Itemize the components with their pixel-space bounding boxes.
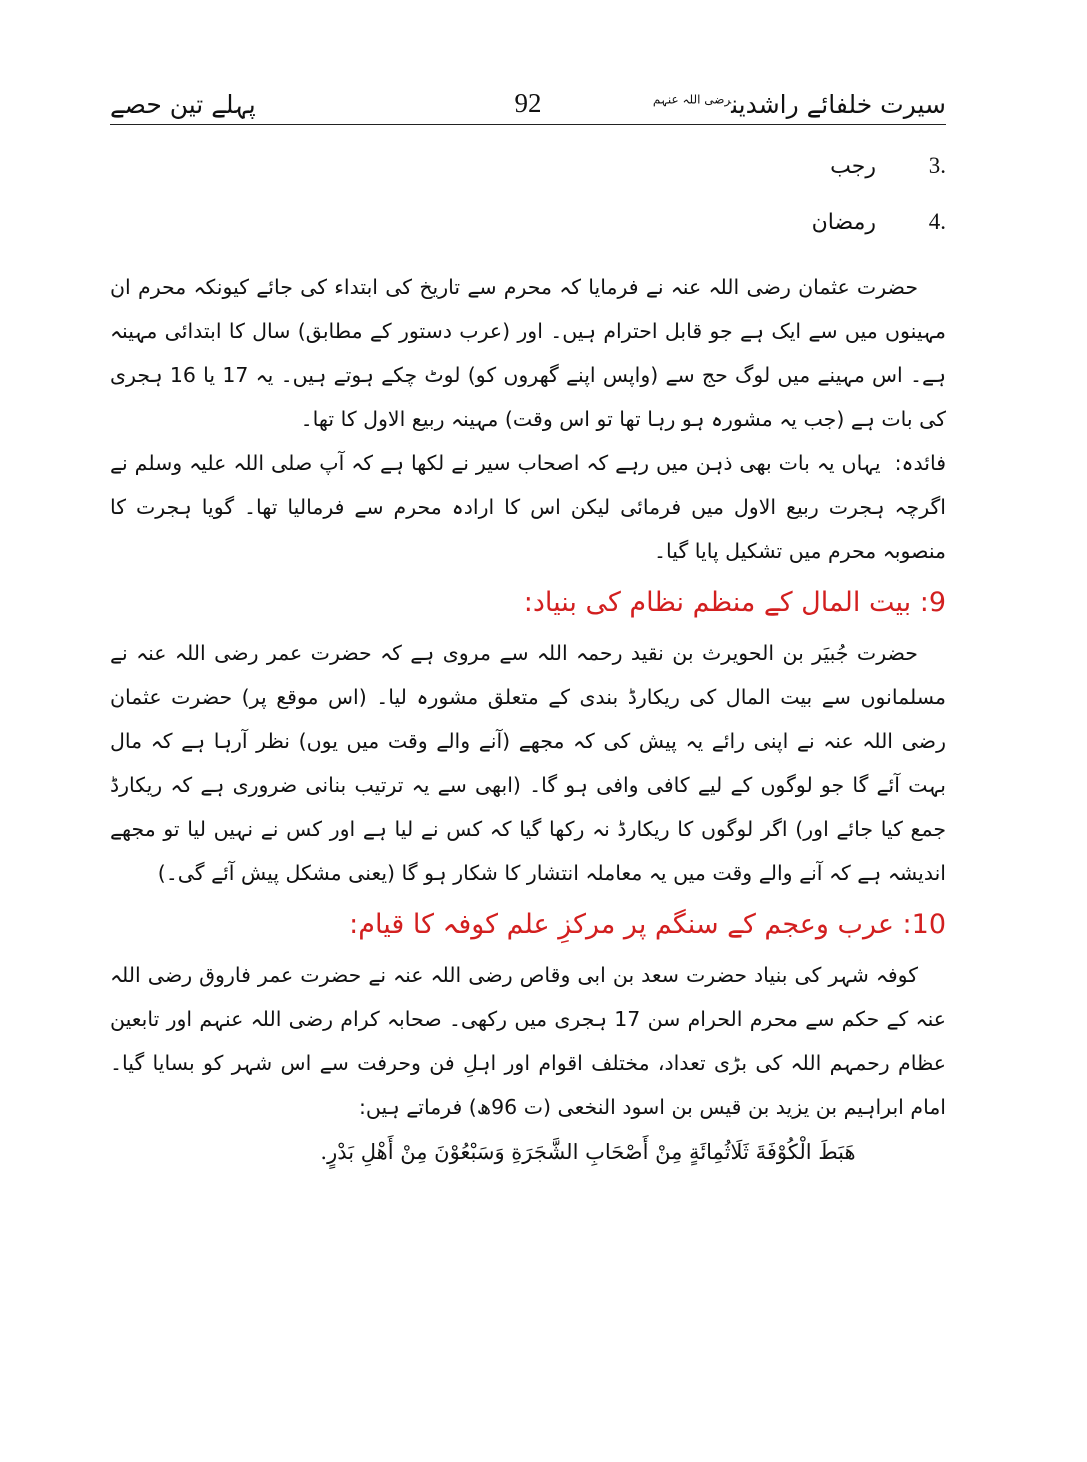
section-heading-10: 10: عرب وعجم کے سنگم پر مرکزِ علم کوفہ کا قیام: bbox=[349, 909, 946, 940]
page-number: 92 bbox=[514, 88, 542, 118]
benefit-text: یہاں یہ بات بھی ذہن میں رہے کہ اصحاب سیر نے لکھا ہے کہ آپ صلی اللہ علیہ وسلم نے اگرچہ ہجرت ربیع الاول میں فرمائی لیکن اس کا ارادہ محرم سے فرمالیا تھا۔ گویا ہجرت کا منصوبہ محرم میں تشکیل پایا گیا۔ bbox=[110, 451, 946, 563]
section-heading-9: 9: بیت المال کے منظم نظام کی بنیاد: bbox=[523, 587, 946, 618]
list-item bbox=[110, 209, 946, 265]
document-page bbox=[110, 84, 946, 1175]
month-list bbox=[110, 153, 946, 265]
arabic-quote: هَبَطَ الْكُوْفَةَ ثَلَاثُمِائَةٍ مِنْ أَصْحَابِ الشَّجَرَةِ وَسَبْعُوْنَ مِنْ أَهْلِ بَدْرٍ. bbox=[320, 1140, 856, 1164]
benefit-label: فائدہ: bbox=[894, 451, 946, 475]
list-item-number: 4. bbox=[928, 209, 946, 234]
volume-label: پہلے تین حصے bbox=[110, 90, 256, 119]
paragraph-benefit bbox=[110, 441, 946, 573]
paragraph-muharram: حضرت عثمان رضی اللہ عنہ نے فرمایا کہ محرم سے تاریخ کی ابتداء کی جائے کیونکہ محرم ان مہینوں میں سے ایک ہے جو قابل احترام ہیں۔ اور (عرب دستور کے مطابق) سال کا ابتدائی مہینہ ہے۔ اس مہینے میں لوگ حج سے (واپس اپنے گھروں کو) لوٹ چکے ہوتے ہیں۔ یہ 17 یا 16 ہجری کی بات ہے (جب یہ مشورہ ہو رہا تھا تو اس وقت) مہینہ ربیع الاول کا تھا۔ bbox=[110, 275, 947, 431]
honorific-mark: رضی اللہ عنہم bbox=[652, 92, 732, 107]
list-item-number: 3. bbox=[928, 153, 946, 178]
paragraph-bait-ul-maal: حضرت جُبیَر بن الحویرث بن نقید رحمہ اللہ سے مروی ہے کہ حضرت عمر رضی اللہ عنہ نے مسلمانوں سے بیت المال کی ریکارڈ بندی کے متعلق مشورہ لیا۔ (اس موقع پر) حضرت عثمان رضی اللہ عنہ نے اپنی رائے یہ پیش کی کہ مجھے (آنے والے وقت میں یوں) نظر آرہا ہے کہ مال بہت آئے گا جو لوگوں کے لیے کافی وافی ہو گا۔ (ابھی سے یہ ترتیب بنانی ضروری ہے کہ ریکارڈ جمع کیا جائے اور) اگر لوگوں کا ریکارڈ نہ رکھا گیا کہ کس نے لیا ہے اور کس نے نہیں لیا تو مجھے اندیشہ ہے کہ آنے والے وقت میں یہ معاملہ انتشار کا شکار ہو گا (یعنی مشکل پیش آئے گی۔) bbox=[110, 641, 946, 885]
paragraph-kufa: کوفہ شہر کی بنیاد حضرت سعد بن ابی وقاص رضی اللہ عنہ نے حضرت عمر فاروق رضی اللہ عنہ کے حکم سے محرم الحرام سن 17 ہجری میں رکھی۔ صحابہ کرام رضی اللہ عنہم اور تابعین عظام رحمہم اللہ کی بڑی تعداد، مختلف اقوام اور اہلِ فن وحرفت سے اس شہر کو بسایا گیا۔ امام ابراہیم بن یزید بن قیس بن اسود النخعی (ت 96ھ) فرماتے ہیں: bbox=[110, 963, 946, 1119]
list-item-label: رجب bbox=[830, 154, 876, 179]
book-title-text: سیرت خلفائے راشدین bbox=[731, 90, 946, 119]
book-title bbox=[653, 90, 946, 119]
list-item-label: رمضان bbox=[811, 210, 876, 235]
list-item bbox=[110, 153, 946, 209]
running-header bbox=[110, 84, 946, 125]
